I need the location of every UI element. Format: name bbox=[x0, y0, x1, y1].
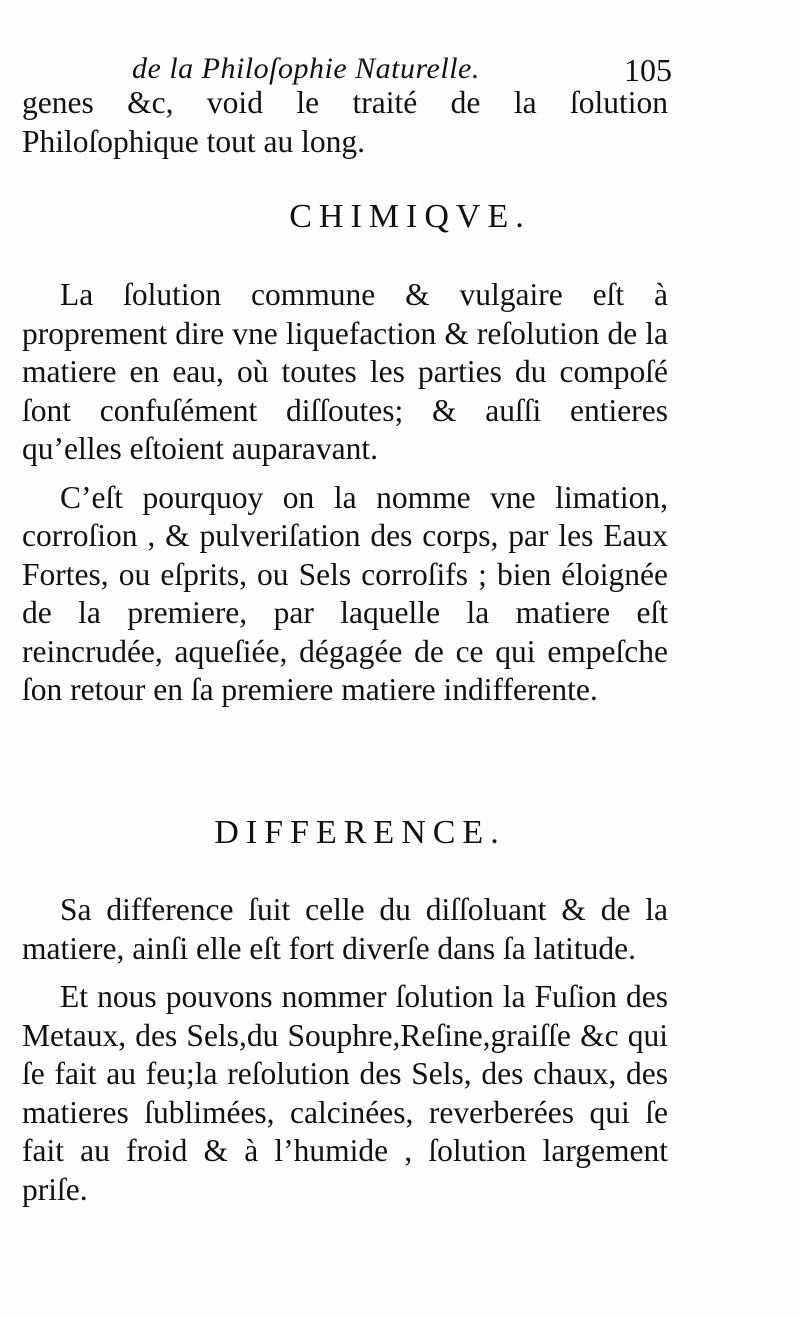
section-heading-difference: DIFFERENCE. bbox=[214, 814, 506, 851]
paragraph: C’eſt pourquoy on la nomme vne limation, corroſion , & pulveriſation des corps, par les Eaux Fortes, ou eſprits, ou Sels corroſifs ; bien éloignée de la premiere, par laquelle la matiere eſt reincrudée, aqueſiée, dégagée de ce qui empeſche ſon retour en ſa premiere matiere indifferente. bbox=[22, 479, 668, 707]
paragraph: Sa difference ſuit celle du diſſoluant & de la matiere, ainſi elle eſt fort diverſe dans ſa latitude. bbox=[22, 892, 668, 966]
section-heading-chimique: CHIMIQVE. bbox=[289, 198, 531, 235]
paragraph: Et nous pouvons nommer ſolution la Fuſion des Metaux, des Sels,du Souphre,Reſine,graiſſe &c qui ſe fait au feu;la reſolution des Sels, des chaux, des matieres ſublimées, calcinées, reverberées qui ſe fait au froid & à l’humide , ſolution largement priſe. bbox=[22, 979, 668, 1207]
page-number: 105 bbox=[624, 52, 672, 88]
running-title: de la Philoſophie Naturelle. bbox=[132, 52, 480, 85]
paragraph: La ſolution commune & vulgaire eſt à proprement dire vne liquefaction & reſolution de la matiere en eau, où toutes les parties du compoſé ſont confuſément diſſoutes; & auſſi entieres qu’elles eſtoient auparavant. bbox=[22, 277, 668, 466]
section-difference-body bbox=[22, 891, 668, 1209]
section-chimique-body bbox=[22, 276, 668, 710]
continuation-paragraph: genes &c, void le traité de la ſolution Philoſophique tout au long. bbox=[22, 85, 668, 159]
continuation-text-block bbox=[22, 84, 668, 161]
